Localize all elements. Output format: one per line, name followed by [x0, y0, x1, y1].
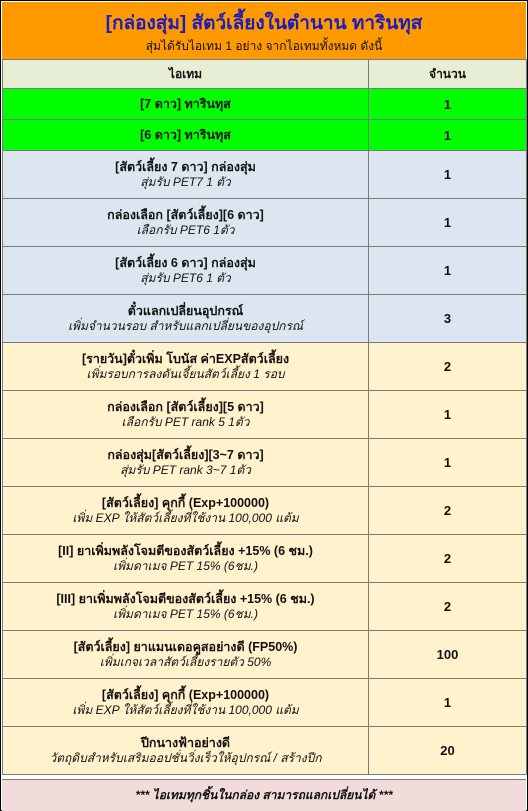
- item-quantity: 1: [369, 120, 527, 151]
- table-row: [3, 391, 527, 439]
- item-name: กล่องเลือก [สัตว์เลี้ยง][5 ดาว]: [107, 400, 264, 414]
- item-name: [III] ยาเพิ่มพลังโจมตีของสัตว์เลี้ยง +15% (6 ชม.): [56, 592, 315, 606]
- item-name: [7 ดาว] ทารินทุส: [140, 97, 231, 111]
- item-description: วัตถุดิบสำหรับเสริมออปชั่นวิ่งเร็วให้อุปกรณ์ / สร้างปีก: [49, 751, 322, 765]
- item-quantity: 1: [369, 247, 527, 295]
- item-quantity: 1: [369, 679, 527, 727]
- table-row: [3, 343, 527, 391]
- table-row: [3, 151, 527, 199]
- item-name: [6 ดาว] ทารินทุส: [140, 128, 231, 142]
- item-cell: [3, 391, 369, 439]
- item-cell: [3, 295, 369, 343]
- table-row: [3, 583, 527, 631]
- item-cell: [3, 535, 369, 583]
- item-cell: [3, 89, 369, 120]
- item-cell: [3, 439, 369, 487]
- item-name: กล่องเลือก [สัตว์เลี้ยง][6 ดาว]: [107, 208, 264, 222]
- item-quantity: 2: [369, 583, 527, 631]
- box-subtitle: สุ่มได้รับไอเทม 1 อย่าง จากไอเทมทั้งหมด ดังนี้: [145, 39, 383, 53]
- item-name: [สัตว์เลี้ยง 6 ดาว] กล่องสุ่ม: [115, 256, 256, 270]
- table-row: [3, 727, 527, 775]
- table-row: [3, 89, 527, 120]
- box-title: [กล่องสุ่ม] สัตว์เลี้ยงในตำนาน ทารินทุส: [105, 13, 423, 34]
- item-cell: [3, 247, 369, 295]
- item-cell: [3, 583, 369, 631]
- item-quantity: 2: [369, 535, 527, 583]
- item-quantity: 2: [369, 343, 527, 391]
- table-row: [3, 487, 527, 535]
- table-row: [3, 199, 527, 247]
- table-row: [3, 295, 527, 343]
- item-name: ตั๋วแลกเปลี่ยนอุปกรณ์: [127, 304, 244, 318]
- item-quantity: 3: [369, 295, 527, 343]
- item-description: เพิ่ม EXP ให้สัตว์เลี้ยงที่ใช้งาน 100,000 แต้ม: [72, 511, 299, 525]
- column-header-quantity: จำนวน: [369, 60, 527, 89]
- item-description: เพิ่มเกจเวลาสัตว์เลี้ยงรายตัว 50%: [99, 655, 272, 669]
- item-cell: [3, 120, 369, 151]
- items-table: [2, 59, 527, 775]
- table-header-row: [3, 60, 527, 89]
- item-quantity: 1: [369, 151, 527, 199]
- item-name: กล่องสุ่ม[สัตว์เลี้ยง][3~7 ดาว]: [107, 448, 264, 462]
- table-row: [3, 631, 527, 679]
- item-cell: [3, 631, 369, 679]
- item-description: เพิ่มจำนวนรอบ สำหรับแลกเปลี่ยนของอุปกรณ์: [67, 319, 304, 333]
- table-row: [3, 535, 527, 583]
- item-cell: [3, 487, 369, 535]
- item-quantity: 20: [369, 727, 527, 775]
- item-name: [รายวัน]ตั๋วเพิ่ม โบนัส ค่าEXPสัตว์เลี้ยง: [81, 352, 290, 366]
- item-description: เพิ่มดาเมจ PET 15% (6ชม.): [113, 559, 258, 573]
- item-cell: [3, 343, 369, 391]
- table-row: [3, 120, 527, 151]
- item-description: เพิ่ม EXP ให้สัตว์เลี้ยงที่ใช้งาน 100,000 แต้ม: [72, 703, 299, 717]
- item-cell: [3, 151, 369, 199]
- item-description: เลือกรับ PET rank 5 1ตัว: [121, 415, 250, 429]
- item-description: สุ่มรับ PET rank 3~7 1ตัว: [120, 463, 251, 477]
- item-name: [สัตว์เลี้ยง] คุกกี้ (Exp+100000): [101, 496, 270, 510]
- item-name: [สัตว์เลี้ยง 7 ดาว] กล่องสุ่ม: [115, 160, 256, 174]
- item-description: เพิ่มรอบการลงดันเจี้ยนสัตว์เลี้ยง 1 รอบ: [86, 367, 285, 381]
- item-quantity: 1: [369, 199, 527, 247]
- item-quantity: 2: [369, 487, 527, 535]
- footer-note: *** ไอเทมทุกชิ้นในกล่อง สามารถแลกเปลี่ยนได้ ***: [2, 779, 526, 811]
- header-banner: [2, 2, 526, 59]
- item-description: สุ่มรับ PET7 1 ตัว: [140, 175, 231, 189]
- item-quantity: 1: [369, 391, 527, 439]
- item-quantity: 100: [369, 631, 527, 679]
- item-name: [สัตว์เลี้ยง] ยาแมนเดอคูสอย่างดี (FP50%): [73, 640, 298, 654]
- item-name: [สัตว์เลี้ยง] คุกกี้ (Exp+100000): [101, 688, 270, 702]
- item-quantity: 1: [369, 439, 527, 487]
- item-name: [II] ยาเพิ่มพลังโจมตีของสัตว์เลี้ยง +15% (6 ชม.): [58, 544, 313, 558]
- table-row: [3, 247, 527, 295]
- item-name: ปีกนางฟ้าอย่างดี: [140, 736, 231, 750]
- table-row: [3, 679, 527, 727]
- item-description: เลือกรับ PET6 1ตัว: [136, 223, 235, 237]
- item-cell: [3, 679, 369, 727]
- item-quantity: 1: [369, 89, 527, 120]
- table-row: [3, 439, 527, 487]
- item-cell: [3, 199, 369, 247]
- item-cell: [3, 727, 369, 775]
- column-header-item: ไอเทม: [3, 60, 369, 89]
- item-description: สุ่มรับ PET6 1 ตัว: [140, 271, 231, 285]
- item-description: เพิ่มดาเมจ PET 15% (6ชม.): [113, 607, 258, 621]
